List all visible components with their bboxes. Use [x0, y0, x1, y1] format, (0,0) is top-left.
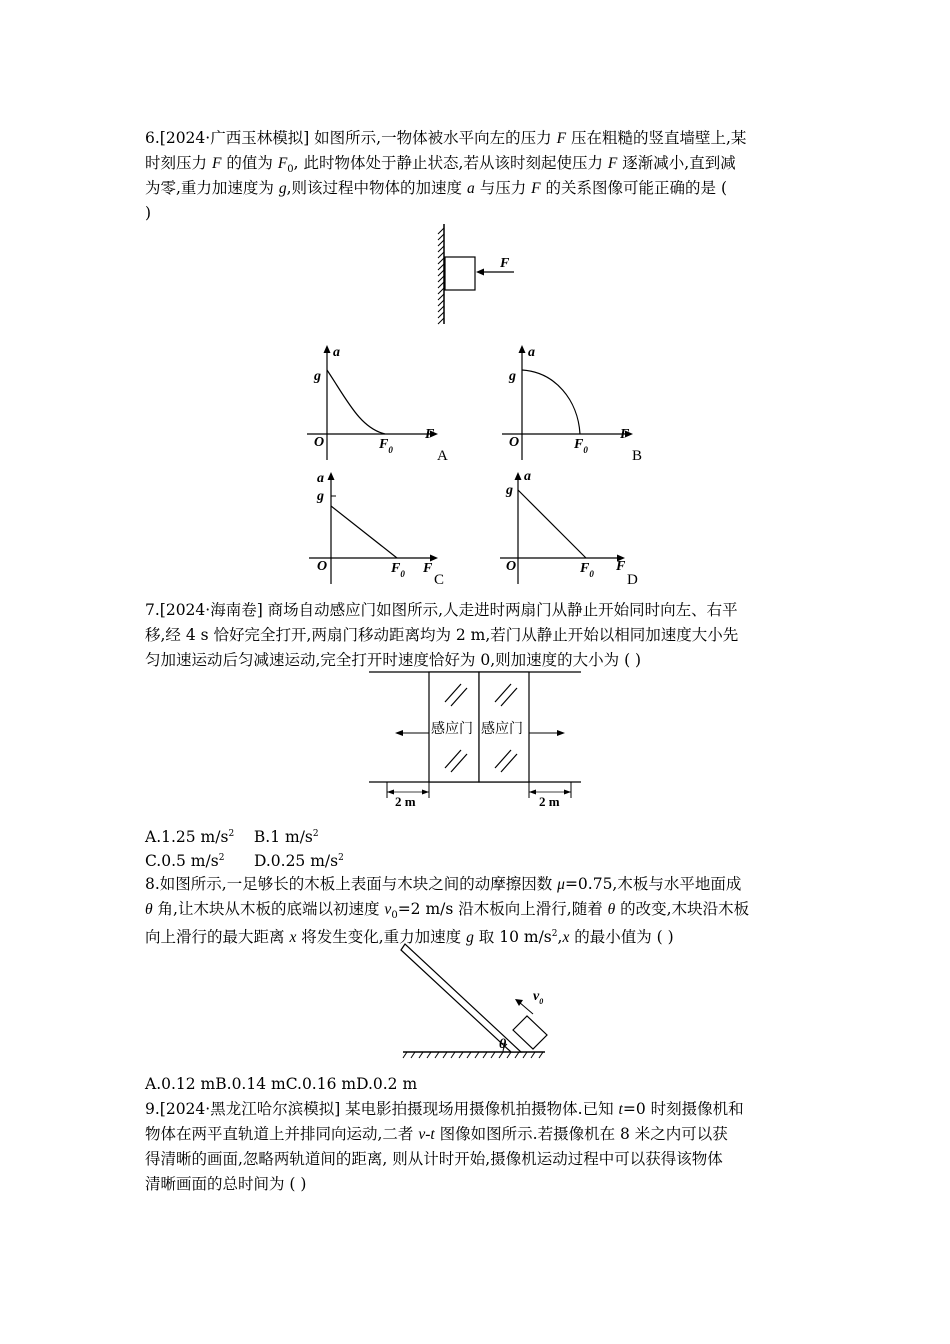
board — [401, 944, 521, 1052]
theta-label: θ — [499, 1037, 507, 1052]
q8-choices: A.0.12 mB.0.14 mC.0.16 mD.0.2 m — [145, 1075, 418, 1093]
q8-line-1: 8.如图所示,一足够长的木板上表面与木块之间的动摩擦因数 μ=0.75,木板与水平地面成 — [145, 875, 742, 893]
q7-line-2: 移,经 4 s 恰好完全打开,两扇门移动距离均为 2 m,若门从静止开始以相同加速度大小先 — [145, 626, 739, 644]
origin-label: O — [509, 435, 520, 450]
option-C: C — [434, 572, 445, 588]
F0-label: $F_0$ — [379, 437, 393, 455]
q6-graph-D — [498, 466, 648, 588]
g-label: g — [317, 489, 324, 504]
axis-a-label: a — [317, 471, 324, 486]
block — [445, 257, 475, 290]
axis-F-label: F — [423, 561, 433, 576]
option-A: A — [437, 448, 448, 464]
q7-choices-row-1: A.1.25 $m/s^2$ B.1 $m/s^2$ — [145, 828, 319, 847]
q7-door-figure — [365, 670, 585, 812]
q6-graph-B — [500, 340, 650, 470]
F0-label: $F_0$ — [574, 437, 588, 455]
line-D — [518, 490, 586, 558]
q9-line-1: 9.[2024·黑龙江哈尔滨模拟] 某电影拍摄现场用摄像机拍摄物体.已知 t=0 时刻摄像机和 — [145, 1100, 744, 1118]
door-right-label: 感应门 — [481, 721, 523, 737]
q8-line-2: θ 角,让木块从木板的底端以初速度 $v_0=2$ m/s 沿木板向上滑行,随着 θ 的改变,木块沿木板 — [145, 900, 750, 922]
g-label: g — [314, 369, 321, 384]
axis-a-label: a — [333, 345, 340, 360]
q9-line-4: 清晰画面的总时间为 ( ) — [145, 1175, 307, 1193]
q6-graph-C — [305, 466, 455, 588]
axis-F-label: F — [425, 427, 435, 442]
q6-wall-figure — [430, 222, 530, 328]
q6-line-3: 为零,重力加速度为 g,则该过程中物体的加速度 a 与压力 F 的关系图像可能正确的是 ( — [145, 179, 728, 197]
q7-choices-row-2: C.0.5 $m/s^2$ D.0.25 $m/s^2$ — [145, 852, 344, 871]
dist-right: 2 m — [539, 794, 560, 809]
q9-line-2: 物体在两平直轨道上并排同向运动,二者 v-t 图像如图所示.若摄像机在 8 米之内可以获 — [145, 1125, 728, 1143]
origin-label: O — [317, 559, 328, 574]
q7-line-3: 匀加速运动后匀减速运动,完全打开时速度恰好为 0,则加速度的大小为 ( ) — [145, 651, 642, 669]
axis-F-label: F — [616, 559, 626, 574]
q6-line-2: 时刻压力 F 的值为 $F_0$, 此时物体处于静止状态,若从该时刻起使压力 F 逐渐减小,直到减 — [145, 154, 736, 176]
axis-a-label: a — [528, 345, 535, 360]
q9-line-3: 得清晰的画面,忽略两轨道间的距离, 则从计时开始,摄像机运动过程中可以获得该物体 — [145, 1150, 723, 1168]
origin-label: O — [506, 559, 517, 574]
F0-label: $F_0$ — [580, 561, 594, 579]
q6-line-1: 6.[2024·广西玉林模拟] 如图所示,一物体被水平向左的压力 F 压在粗糙的竖直墙壁上,某 — [145, 129, 747, 147]
option-B: B — [632, 448, 643, 464]
option-D: D — [627, 572, 638, 588]
dist-left: 2 m — [395, 794, 416, 809]
wood-block — [513, 1016, 547, 1049]
line-C — [331, 506, 397, 558]
v0-label: $v_0$ — [533, 989, 544, 1006]
axis-a-label: a — [524, 469, 531, 484]
q7-line-1: 7.[2024·海南卷] 商场自动感应门如图所示,人走进时两扇门从静止开始同时向左、右平 — [145, 601, 738, 619]
g-label: g — [506, 483, 513, 498]
curve-A — [327, 370, 385, 434]
q6-line-4: ) — [145, 204, 152, 222]
force-label: F — [500, 256, 510, 271]
q6-graph-A — [305, 340, 455, 470]
origin-label: O — [314, 435, 325, 450]
curve-B — [522, 370, 580, 434]
F0-label: $F_0$ — [391, 561, 405, 579]
q8-incline-figure — [395, 942, 555, 1062]
g-label: g — [509, 369, 516, 384]
axis-F-label: F — [620, 427, 630, 442]
q8-line-3: 向上滑行的最大距离 x 将发生变化,重力加速度 g 取 10 $m/s^2,x$ 的最小值为 ( ) — [145, 928, 674, 947]
door-left-label: 感应门 — [431, 721, 473, 737]
